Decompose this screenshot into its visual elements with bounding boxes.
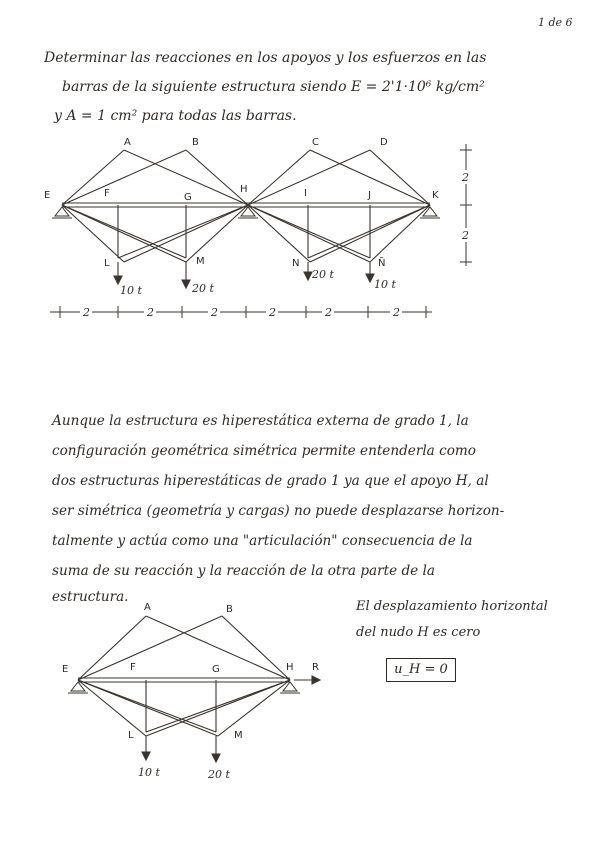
problem-line-2: barras de la siguiente estructura siendo E = 2'1·10⁶ kg/cm²: [62, 79, 485, 95]
explanation-line-3: dos estructuras hiperestáticas de grado 1 ya que el apoyo H, al: [52, 473, 489, 489]
explanation-line-6: suma de su reacción y la reacción de la otra parte de la: [52, 563, 435, 579]
fig2-load-l: 10 t: [138, 766, 160, 779]
fig1-label-j: J: [368, 190, 371, 201]
fig1-label-a: A: [124, 137, 131, 148]
fig1-label-g: G: [184, 192, 192, 203]
fig1-label-c: C: [312, 137, 319, 148]
problem-line-3: y A = 1 cm² para todas las barras.: [54, 108, 297, 124]
fig2-label-b: B: [226, 604, 233, 615]
side-note-line-2: del nudo H es cero: [356, 625, 481, 640]
fig1-label-n: N: [292, 258, 300, 269]
fig1-dim-v-2: 2: [462, 229, 469, 242]
fig1-dim-h-3: 2: [211, 306, 218, 319]
fig1-label-i: I: [304, 188, 307, 199]
fig1-label-e: E: [44, 190, 51, 201]
fig2-reaction-label: R: [312, 662, 319, 673]
fig1-dim-h-4: 2: [269, 306, 276, 319]
fig2-label-m: M: [234, 730, 243, 741]
fig1-label-l: L: [104, 258, 110, 269]
fig1-load-l: 10 t: [120, 284, 142, 297]
fig1-label-n-tilde: Ñ: [378, 258, 386, 269]
fig1-dim-v-1: 2: [462, 171, 469, 184]
fig1-label-b: B: [192, 137, 199, 148]
fig1-label-h: H: [240, 184, 248, 195]
boxed-formula: u_H = 0: [386, 658, 456, 682]
fig1-load-n: 20 t: [312, 268, 334, 281]
fig1-dim-h-1: 2: [83, 306, 90, 319]
fig1-label-d: D: [380, 137, 388, 148]
explanation-line-5: talmente y actúa como una "articulación" consecuencia de la: [52, 533, 473, 549]
fig2-label-g: G: [212, 664, 220, 675]
fig1-label-k: K: [432, 190, 439, 201]
problem-line-1: Determinar las reacciones en los apoyos y los esfuerzos en las: [44, 50, 487, 66]
explanation-line-4: ser simétrica (geometría y cargas) no puede desplazarse horizon-: [52, 503, 505, 519]
fig1-load-n-tilde: 10 t: [374, 278, 396, 291]
explanation-line-7: estructura.: [52, 589, 129, 605]
fig2-label-f: F: [130, 662, 136, 673]
side-note-line-1: El desplazamiento horizontal: [356, 599, 548, 614]
explanation-line-2: configuración geométrica simétrica permite entenderla como: [52, 443, 476, 459]
fig1-label-f: F: [104, 188, 110, 199]
page-number: 1 de 6: [538, 16, 573, 29]
explanation-line-1: Aunque la estructura es hiperestática externa de grado 1, la: [52, 413, 469, 429]
fig1-dim-h-2: 2: [147, 306, 154, 319]
fig2-load-m: 20 t: [208, 768, 230, 781]
fig2-label-l: L: [128, 730, 134, 741]
fig2-label-a: A: [144, 602, 151, 613]
fig1-label-m: M: [196, 256, 205, 267]
fig1-load-m: 20 t: [192, 282, 214, 295]
fig1-dim-h-5: 2: [325, 306, 332, 319]
fig2-label-h: H: [286, 662, 294, 673]
side-note: [356, 594, 548, 646]
fig2-label-e: E: [62, 664, 69, 675]
fig1-dim-h-6: 2: [393, 306, 400, 319]
